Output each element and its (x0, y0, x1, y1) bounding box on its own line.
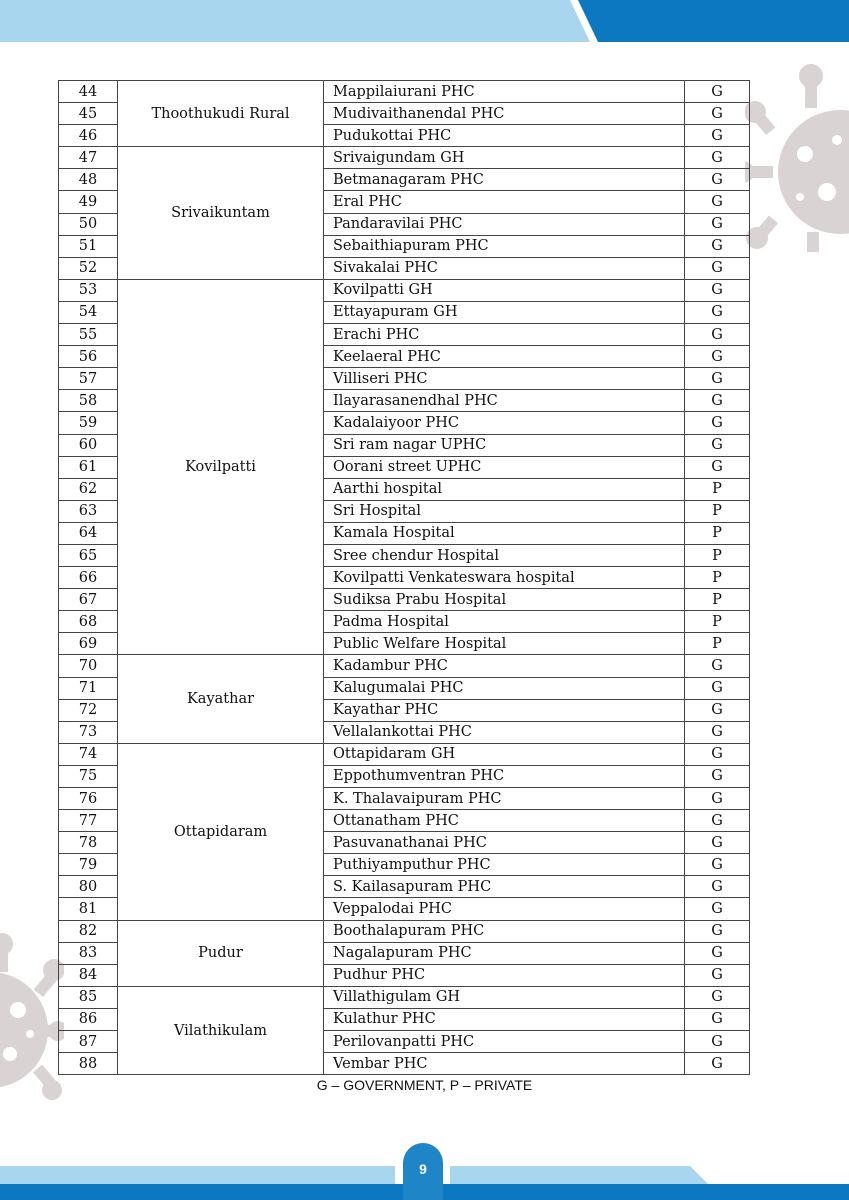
centre-name-cell: Vembar PHC (324, 1053, 685, 1075)
centre-name-cell: Kayathar PHC (324, 699, 685, 721)
ownership-type-cell: G (685, 743, 750, 765)
centre-name-cell: Eral PHC (324, 191, 685, 213)
block-name-cell: Kayathar (118, 655, 324, 743)
centre-name-cell: Sri ram nagar UPHC (324, 434, 685, 456)
serial-number-cell: 59 (59, 412, 118, 434)
centre-name-cell: Kamala Hospital (324, 522, 685, 544)
ownership-type-cell: G (685, 81, 750, 103)
ownership-type-cell: G (685, 1008, 750, 1030)
centre-name-cell: Sebaithiapuram PHC (324, 235, 685, 257)
ownership-type-cell: G (685, 920, 750, 942)
ownership-type-cell: G (685, 832, 750, 854)
serial-number-cell: 75 (59, 765, 118, 787)
centre-name-cell: Villiseri PHC (324, 368, 685, 390)
serial-number-cell: 84 (59, 964, 118, 986)
centre-name-cell: Eppothumventran PHC (324, 765, 685, 787)
centre-name-cell: Pasuvanathanai PHC (324, 832, 685, 854)
serial-number-cell: 53 (59, 279, 118, 301)
serial-number-cell: 58 (59, 390, 118, 412)
ownership-type-cell: G (685, 213, 750, 235)
serial-number-cell: 52 (59, 257, 118, 279)
centre-name-cell: Puthiyamputhur PHC (324, 854, 685, 876)
ownership-type-cell: P (685, 611, 750, 633)
serial-number-cell: 47 (59, 147, 118, 169)
serial-number-cell: 76 (59, 788, 118, 810)
ownership-type-cell: G (685, 257, 750, 279)
table-row (59, 279, 750, 301)
ownership-type-cell: G (685, 147, 750, 169)
centre-name-cell: Betmanagaram PHC (324, 169, 685, 191)
table-body (59, 81, 750, 1075)
ownership-type-cell: G (685, 655, 750, 677)
serial-number-cell: 88 (59, 1053, 118, 1075)
centre-name-cell: Ilayarasanendhal PHC (324, 390, 685, 412)
table-row (59, 986, 750, 1008)
centre-name-cell: Oorani street UPHC (324, 456, 685, 478)
ownership-type-cell: G (685, 677, 750, 699)
ownership-type-cell: P (685, 589, 750, 611)
ownership-type-cell: G (685, 301, 750, 323)
centre-name-cell: Sree chendur Hospital (324, 544, 685, 566)
ownership-type-cell: P (685, 522, 750, 544)
centre-name-cell: Kovilpatti GH (324, 279, 685, 301)
ownership-type-cell: G (685, 810, 750, 832)
centre-name-cell: Ottapidaram GH (324, 743, 685, 765)
ownership-type-cell: G (685, 346, 750, 368)
ownership-type-cell: G (685, 765, 750, 787)
serial-number-cell: 82 (59, 920, 118, 942)
serial-number-cell: 49 (59, 191, 118, 213)
centre-name-cell: Aarthi hospital (324, 478, 685, 500)
serial-number-cell: 45 (59, 103, 118, 125)
ownership-type-cell: G (685, 898, 750, 920)
block-name-cell: Vilathikulam (118, 986, 324, 1074)
centre-name-cell: S. Kailasapuram PHC (324, 876, 685, 898)
serial-number-cell: 62 (59, 478, 118, 500)
serial-number-cell: 69 (59, 633, 118, 655)
ownership-type-cell: G (685, 942, 750, 964)
serial-number-cell: 73 (59, 721, 118, 743)
centre-name-cell: Villathigulam GH (324, 986, 685, 1008)
centre-name-cell: Pudukottai PHC (324, 125, 685, 147)
centre-name-cell: Pudhur PHC (324, 964, 685, 986)
centre-name-cell: Sudiksa Prabu Hospital (324, 589, 685, 611)
serial-number-cell: 48 (59, 169, 118, 191)
serial-number-cell: 81 (59, 898, 118, 920)
serial-number-cell: 46 (59, 125, 118, 147)
centre-name-cell: Mappilaiurani PHC (324, 81, 685, 103)
serial-number-cell: 68 (59, 611, 118, 633)
serial-number-cell: 44 (59, 81, 118, 103)
ownership-type-cell: G (685, 699, 750, 721)
ownership-type-cell: G (685, 191, 750, 213)
block-name-cell: Thoothukudi Rural (118, 81, 324, 147)
centre-name-cell: Nagalapuram PHC (324, 942, 685, 964)
ownership-type-cell: G (685, 964, 750, 986)
ownership-type-cell: G (685, 721, 750, 743)
block-name-cell: Pudur (118, 920, 324, 986)
ownership-type-cell: G (685, 986, 750, 1008)
ownership-type-cell: P (685, 567, 750, 589)
block-name-cell: Ottapidaram (118, 743, 324, 920)
ownership-type-cell: G (685, 1053, 750, 1075)
centre-name-cell: Kadalaiyoor PHC (324, 412, 685, 434)
serial-number-cell: 67 (59, 589, 118, 611)
centre-name-cell: Srivaigundam GH (324, 147, 685, 169)
ownership-type-cell: G (685, 876, 750, 898)
serial-number-cell: 74 (59, 743, 118, 765)
serial-number-cell: 87 (59, 1031, 118, 1053)
serial-number-cell: 57 (59, 368, 118, 390)
header-banner (0, 0, 849, 42)
serial-number-cell: 60 (59, 434, 118, 456)
table-row (59, 743, 750, 765)
centre-name-cell: Kadambur PHC (324, 655, 685, 677)
centre-name-cell: Pandaravilai PHC (324, 213, 685, 235)
centre-name-cell: Veppalodai PHC (324, 898, 685, 920)
centre-name-cell: Sivakalai PHC (324, 257, 685, 279)
centre-name-cell: Boothalapuram PHC (324, 920, 685, 942)
centre-name-cell: Ottanatham PHC (324, 810, 685, 832)
serial-number-cell: 86 (59, 1008, 118, 1030)
serial-number-cell: 78 (59, 832, 118, 854)
ownership-type-cell: G (685, 788, 750, 810)
centre-name-cell: Kulathur PHC (324, 1008, 685, 1030)
ownership-type-cell: G (685, 169, 750, 191)
ownership-type-cell: P (685, 500, 750, 522)
health-centres-table-container (58, 80, 748, 1075)
block-name-cell: Kovilpatti (118, 279, 324, 655)
ownership-type-cell: G (685, 368, 750, 390)
serial-number-cell: 71 (59, 677, 118, 699)
ownership-type-cell: G (685, 279, 750, 301)
ownership-type-cell: G (685, 390, 750, 412)
table-row (59, 655, 750, 677)
ownership-type-cell: G (685, 412, 750, 434)
ownership-type-cell: G (685, 235, 750, 257)
virus-icon-right (745, 62, 849, 252)
page-number: 9 (403, 1143, 443, 1200)
virus-icon-left (0, 930, 64, 1130)
serial-number-cell: 54 (59, 301, 118, 323)
ownership-type-cell: G (685, 324, 750, 346)
ownership-type-cell: G (685, 854, 750, 876)
ownership-type-cell: G (685, 1031, 750, 1053)
table-row (59, 920, 750, 942)
serial-number-cell: 50 (59, 213, 118, 235)
serial-number-cell: 79 (59, 854, 118, 876)
ownership-type-cell: G (685, 103, 750, 125)
serial-number-cell: 72 (59, 699, 118, 721)
serial-number-cell: 61 (59, 456, 118, 478)
ownership-type-cell: P (685, 633, 750, 655)
serial-number-cell: 83 (59, 942, 118, 964)
serial-number-cell: 66 (59, 567, 118, 589)
ownership-type-cell: G (685, 456, 750, 478)
table-row (59, 81, 750, 103)
serial-number-cell: 51 (59, 235, 118, 257)
legend-note: G – GOVERNMENT, P – PRIVATE (316, 1077, 533, 1093)
centre-name-cell: Kalugumalai PHC (324, 677, 685, 699)
ownership-type-cell: G (685, 434, 750, 456)
serial-number-cell: 63 (59, 500, 118, 522)
health-centres-table (58, 80, 750, 1075)
table-row (59, 147, 750, 169)
serial-number-cell: 56 (59, 346, 118, 368)
serial-number-cell: 55 (59, 324, 118, 346)
centre-name-cell: Vellalankottai PHC (324, 721, 685, 743)
ownership-type-cell: P (685, 544, 750, 566)
serial-number-cell: 70 (59, 655, 118, 677)
centre-name-cell: K. Thalavaipuram PHC (324, 788, 685, 810)
centre-name-cell: Keelaeral PHC (324, 346, 685, 368)
serial-number-cell: 64 (59, 522, 118, 544)
serial-number-cell: 85 (59, 986, 118, 1008)
ownership-type-cell: P (685, 478, 750, 500)
centre-name-cell: Ettayapuram GH (324, 301, 685, 323)
centre-name-cell: Perilovanpatti PHC (324, 1031, 685, 1053)
centre-name-cell: Erachi PHC (324, 324, 685, 346)
centre-name-cell: Kovilpatti Venkateswara hospital (324, 567, 685, 589)
centre-name-cell: Mudivaithanendal PHC (324, 103, 685, 125)
centre-name-cell: Sri Hospital (324, 500, 685, 522)
block-name-cell: Srivaikuntam (118, 147, 324, 280)
serial-number-cell: 80 (59, 876, 118, 898)
centre-name-cell: Padma Hospital (324, 611, 685, 633)
serial-number-cell: 77 (59, 810, 118, 832)
serial-number-cell: 65 (59, 544, 118, 566)
centre-name-cell: Public Welfare Hospital (324, 633, 685, 655)
ownership-type-cell: G (685, 125, 750, 147)
